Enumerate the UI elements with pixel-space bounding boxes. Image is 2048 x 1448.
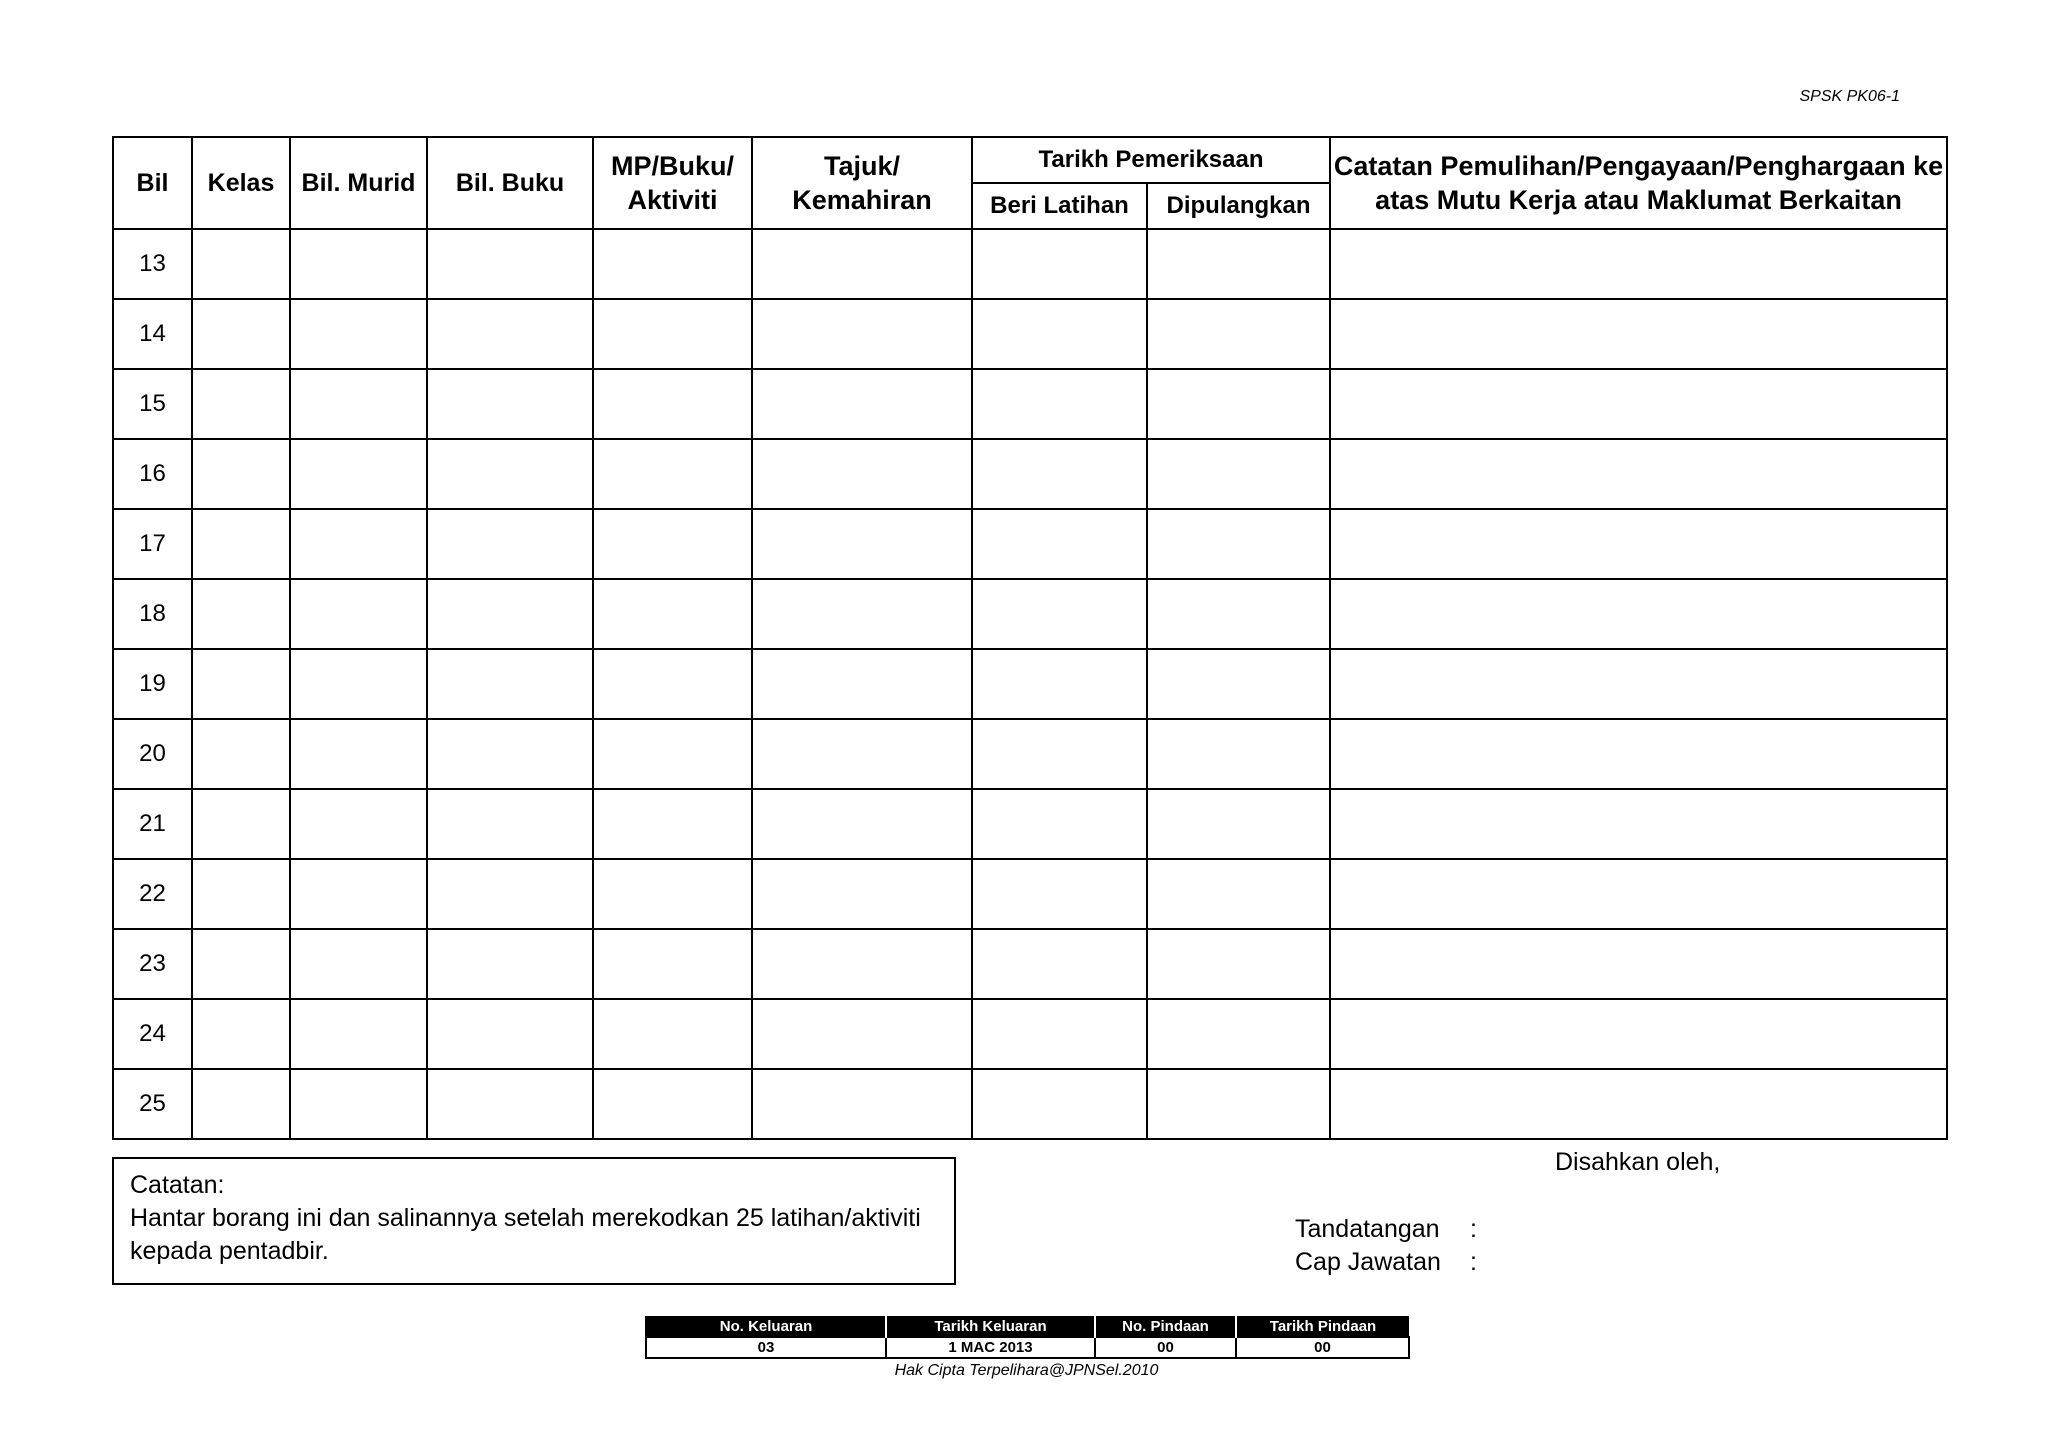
- bil-murid-cell[interactable]: [290, 299, 427, 369]
- dipulangkan-cell[interactable]: [1147, 369, 1330, 439]
- bil-buku-cell[interactable]: [427, 299, 593, 369]
- bil-buku-cell[interactable]: [427, 579, 593, 649]
- bil-buku-cell[interactable]: [427, 229, 593, 299]
- catatan-cell[interactable]: [1330, 229, 1947, 299]
- dipulangkan-cell[interactable]: [1147, 929, 1330, 999]
- beri-latihan-cell[interactable]: [972, 579, 1147, 649]
- header-catatan-line2: atas Mutu Kerja atau Maklumat Berkaitan: [1375, 185, 1902, 215]
- catatan-cell[interactable]: [1330, 649, 1947, 719]
- header-beri-latihan: Beri Latihan: [972, 183, 1147, 229]
- table-row: [113, 579, 1947, 649]
- row-number-cell: 15: [113, 369, 192, 439]
- bil-buku-cell[interactable]: [427, 859, 593, 929]
- bil-buku-cell[interactable]: [427, 509, 593, 579]
- table-row: [113, 299, 1947, 369]
- note-box: [112, 1157, 956, 1285]
- kelas-cell[interactable]: [192, 509, 290, 579]
- table-row: [113, 1069, 1947, 1139]
- signature-label: Tandatangan: [1295, 1215, 1440, 1243]
- signature-row: [1295, 1213, 1490, 1246]
- form-code: SPSK PK06-1: [1799, 88, 1900, 105]
- kelas-cell[interactable]: [192, 439, 290, 509]
- catatan-cell[interactable]: [1330, 509, 1947, 579]
- dipulangkan-cell[interactable]: [1147, 229, 1330, 299]
- bil-murid-cell[interactable]: [290, 229, 427, 299]
- kelas-cell[interactable]: [192, 229, 290, 299]
- stamp-colon: :: [1470, 1248, 1477, 1276]
- bil-buku-cell[interactable]: [427, 1069, 593, 1139]
- mp-buku-cell[interactable]: [593, 369, 752, 439]
- tajuk-cell[interactable]: [752, 999, 972, 1069]
- header-bil: Bil: [113, 137, 192, 229]
- issue-value-tarikh-pindaan: 00: [1236, 1337, 1409, 1358]
- table-row: [113, 999, 1947, 1069]
- bil-buku-cell[interactable]: [427, 789, 593, 859]
- dipulangkan-cell[interactable]: [1147, 1069, 1330, 1139]
- beri-latihan-cell[interactable]: [972, 229, 1147, 299]
- kelas-cell[interactable]: [192, 369, 290, 439]
- dipulangkan-cell[interactable]: [1147, 509, 1330, 579]
- bil-murid-cell[interactable]: [290, 369, 427, 439]
- kelas-cell[interactable]: [192, 579, 290, 649]
- catatan-cell[interactable]: [1330, 719, 1947, 789]
- beri-latihan-cell[interactable]: [972, 439, 1147, 509]
- tajuk-cell[interactable]: [752, 649, 972, 719]
- kelas-cell[interactable]: [192, 929, 290, 999]
- bil-murid-cell[interactable]: [290, 509, 427, 579]
- kelas-cell[interactable]: [192, 649, 290, 719]
- row-number-cell: 17: [113, 509, 192, 579]
- mp-buku-cell[interactable]: [593, 999, 752, 1069]
- catatan-cell[interactable]: [1330, 929, 1947, 999]
- kelas-cell[interactable]: [192, 299, 290, 369]
- dipulangkan-cell[interactable]: [1147, 299, 1330, 369]
- header-mp-buku-line1: MP/Buku/: [610, 151, 734, 181]
- dipulangkan-cell[interactable]: [1147, 579, 1330, 649]
- stamp-row: [1295, 1246, 1490, 1279]
- dipulangkan-cell[interactable]: [1147, 649, 1330, 719]
- row-number-cell: 20: [113, 719, 192, 789]
- header-mp-buku-line2: Aktiviti: [627, 185, 718, 215]
- bil-murid-cell[interactable]: [290, 789, 427, 859]
- header-bil-murid: Bil. Murid: [290, 137, 427, 229]
- mp-buku-cell[interactable]: [593, 719, 752, 789]
- table-row: [113, 719, 1947, 789]
- catatan-cell[interactable]: [1330, 579, 1947, 649]
- mp-buku-cell[interactable]: [593, 229, 752, 299]
- kelas-cell[interactable]: [192, 859, 290, 929]
- catatan-cell[interactable]: [1330, 439, 1947, 509]
- header-tajuk: [752, 137, 972, 229]
- tajuk-cell[interactable]: [752, 929, 972, 999]
- bil-murid-cell[interactable]: [290, 649, 427, 719]
- issue-header-tarikh-pindaan: Tarikh Pindaan: [1236, 1316, 1409, 1337]
- row-number-cell: 23: [113, 929, 192, 999]
- note-line-1: Hantar borang ini dan salinannya setelah merekodkan 25 latihan/aktiviti: [130, 1204, 921, 1232]
- signature-block: [1295, 1213, 1490, 1279]
- dipulangkan-cell[interactable]: [1147, 999, 1330, 1069]
- bil-murid-cell[interactable]: [290, 859, 427, 929]
- table-row: [113, 509, 1947, 579]
- table-body: [113, 229, 1947, 1139]
- header-catatan-line1: Catatan Pemulihan/Pengayaan/Penghargaan ke: [1333, 151, 1944, 181]
- issue-header-no-keluaran: No. Keluaran: [646, 1316, 886, 1337]
- header-mp-buku: [593, 137, 752, 229]
- beri-latihan-cell[interactable]: [972, 649, 1147, 719]
- row-number-cell: 18: [113, 579, 192, 649]
- bil-murid-cell[interactable]: [290, 999, 427, 1069]
- mp-buku-cell[interactable]: [593, 789, 752, 859]
- dipulangkan-cell[interactable]: [1147, 789, 1330, 859]
- catatan-cell[interactable]: [1330, 299, 1947, 369]
- tajuk-cell[interactable]: [752, 789, 972, 859]
- issue-info-table: [645, 1316, 1410, 1359]
- stamp-label: Cap Jawatan: [1295, 1248, 1441, 1276]
- catatan-cell[interactable]: [1330, 1069, 1947, 1139]
- bil-murid-cell[interactable]: [290, 439, 427, 509]
- header-tajuk-line2: Kemahiran: [792, 185, 932, 215]
- tajuk-cell[interactable]: [752, 859, 972, 929]
- kelas-cell[interactable]: [192, 719, 290, 789]
- bil-buku-cell[interactable]: [427, 719, 593, 789]
- copyright-notice: Hak Cipta Terpelihara@JPNSel.2010: [894, 1362, 1159, 1379]
- note-title: Catatan:: [130, 1171, 225, 1199]
- mp-buku-cell[interactable]: [593, 929, 752, 999]
- kelas-cell[interactable]: [192, 999, 290, 1069]
- mp-buku-cell[interactable]: [593, 579, 752, 649]
- dipulangkan-cell[interactable]: [1147, 859, 1330, 929]
- catatan-cell[interactable]: [1330, 859, 1947, 929]
- bil-buku-cell[interactable]: [427, 369, 593, 439]
- tajuk-cell[interactable]: [752, 719, 972, 789]
- tajuk-cell[interactable]: [752, 579, 972, 649]
- row-number-cell: 25: [113, 1069, 192, 1139]
- beri-latihan-cell[interactable]: [972, 789, 1147, 859]
- mp-buku-cell[interactable]: [593, 299, 752, 369]
- issue-value-no-pindaan: 00: [1095, 1337, 1236, 1358]
- kelas-cell[interactable]: [192, 789, 290, 859]
- beri-latihan-cell[interactable]: [972, 859, 1147, 929]
- header-kelas: Kelas: [192, 137, 290, 229]
- kelas-cell[interactable]: [192, 1069, 290, 1139]
- bil-buku-cell[interactable]: [427, 929, 593, 999]
- table-row: [113, 929, 1947, 999]
- issue-value-tarikh-keluaran: 1 MAC 2013: [886, 1337, 1095, 1358]
- bil-murid-cell[interactable]: [290, 719, 427, 789]
- bil-buku-cell[interactable]: [427, 649, 593, 719]
- beri-latihan-cell[interactable]: [972, 719, 1147, 789]
- mp-buku-cell[interactable]: [593, 1069, 752, 1139]
- table-row: [113, 229, 1947, 299]
- table-row: [113, 369, 1947, 439]
- table-row: [113, 859, 1947, 929]
- row-number-cell: 16: [113, 439, 192, 509]
- note-line-2: kepada pentadbir.: [130, 1237, 329, 1265]
- issue-header-no-pindaan: No. Pindaan: [1095, 1316, 1236, 1337]
- table-row: [113, 789, 1947, 859]
- dipulangkan-cell[interactable]: [1147, 719, 1330, 789]
- mp-buku-cell[interactable]: [593, 509, 752, 579]
- header-tarikh-pemeriksaan: Tarikh Pemeriksaan: [972, 137, 1330, 183]
- signature-colon: :: [1470, 1215, 1477, 1243]
- row-number-cell: 22: [113, 859, 192, 929]
- dipulangkan-cell[interactable]: [1147, 439, 1330, 509]
- beri-latihan-cell[interactable]: [972, 299, 1147, 369]
- mp-buku-cell[interactable]: [593, 859, 752, 929]
- catatan-cell[interactable]: [1330, 999, 1947, 1069]
- issue-header-tarikh-keluaran: Tarikh Keluaran: [886, 1316, 1095, 1337]
- beri-latihan-cell[interactable]: [972, 1069, 1147, 1139]
- bil-murid-cell[interactable]: [290, 1069, 427, 1139]
- beri-latihan-cell[interactable]: [972, 999, 1147, 1069]
- mp-buku-cell[interactable]: [593, 439, 752, 509]
- approved-by-label: Disahkan oleh,: [1555, 1148, 1721, 1176]
- tajuk-cell[interactable]: [752, 369, 972, 439]
- catatan-cell[interactable]: [1330, 369, 1947, 439]
- beri-latihan-cell[interactable]: [972, 369, 1147, 439]
- tajuk-cell[interactable]: [752, 439, 972, 509]
- tajuk-cell[interactable]: [752, 509, 972, 579]
- tajuk-cell[interactable]: [752, 299, 972, 369]
- bil-buku-cell[interactable]: [427, 999, 593, 1069]
- tajuk-cell[interactable]: [752, 229, 972, 299]
- tajuk-cell[interactable]: [752, 1069, 972, 1139]
- catatan-cell[interactable]: [1330, 789, 1947, 859]
- beri-latihan-cell[interactable]: [972, 929, 1147, 999]
- header-tajuk-line1: Tajuk/: [823, 151, 901, 181]
- row-number-cell: 21: [113, 789, 192, 859]
- row-number-cell: 19: [113, 649, 192, 719]
- beri-latihan-cell[interactable]: [972, 509, 1147, 579]
- row-number-cell: 24: [113, 999, 192, 1069]
- mp-buku-cell[interactable]: [593, 649, 752, 719]
- exercise-log-table: [112, 136, 1948, 1140]
- issue-value-no-keluaran: 03: [646, 1337, 886, 1358]
- bil-buku-cell[interactable]: [427, 439, 593, 509]
- table-row: [113, 439, 1947, 509]
- bil-murid-cell[interactable]: [290, 579, 427, 649]
- table-row: [113, 649, 1947, 719]
- row-number-cell: 14: [113, 299, 192, 369]
- header-bil-buku: Bil. Buku: [427, 137, 593, 229]
- header-catatan: [1330, 137, 1947, 229]
- row-number-cell: 13: [113, 229, 192, 299]
- bil-murid-cell[interactable]: [290, 929, 427, 999]
- header-dipulangkan: Dipulangkan: [1147, 183, 1330, 229]
